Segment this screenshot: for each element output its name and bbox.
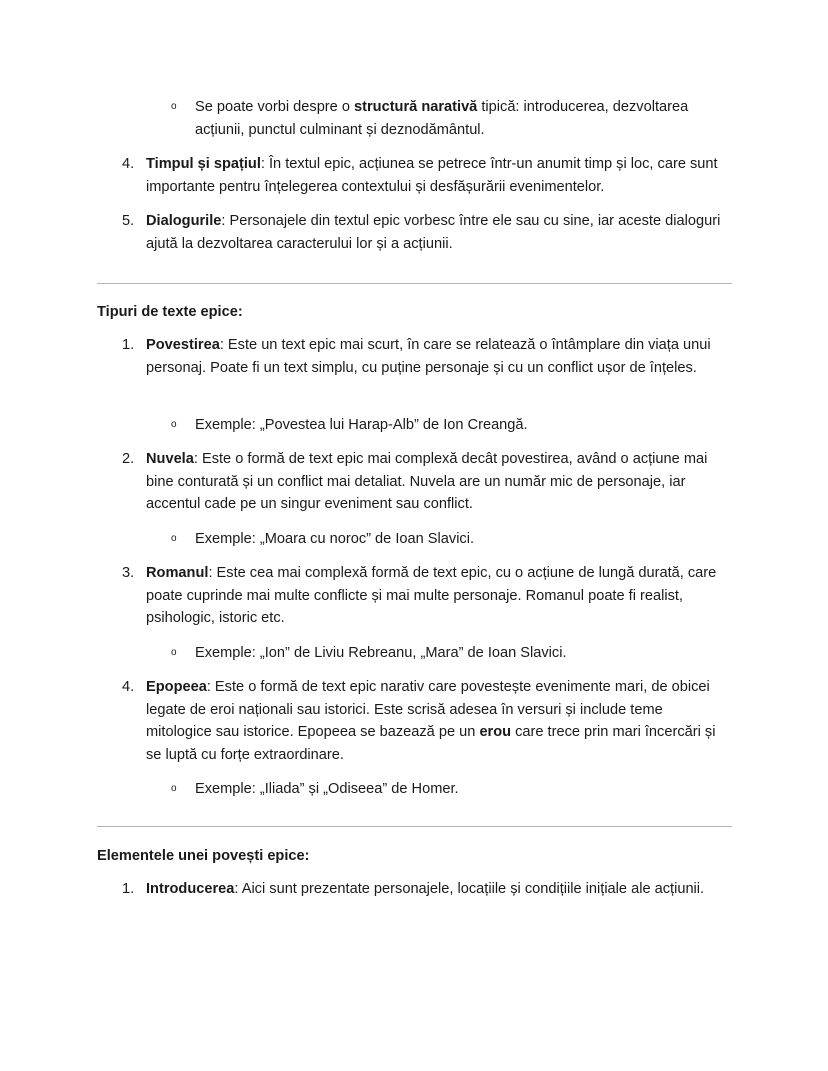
- example-text: Exemple: „Moara cu noroc” de Ioan Slavici.: [195, 531, 475, 547]
- list-item: [122, 448, 732, 516]
- list-item-text: Timpul și spațiul: În textul epic, acțiunea se petrece într-un anumit timp și loc, care sunt importante pentru înțelegerea contextului și desfășurării evenimentelor.: [146, 156, 718, 195]
- example-text: Exemple: „Povestea lui Harap-Alb” de Ion Creangă.: [195, 417, 528, 433]
- bullet-icon: o: [171, 533, 177, 544]
- list-number: 4.: [122, 679, 135, 695]
- list-item-text: Dialogurile: Personajele din textul epic vorbesc între ele sau cu sine, iar aceste dialoguri ajută la dezvoltarea caracterului lor și a acțiunii.: [146, 213, 721, 252]
- list-subitem: [171, 96, 731, 141]
- list-number: 4.: [122, 156, 135, 172]
- list-subitem: [171, 778, 731, 801]
- list-item: [122, 153, 732, 198]
- list-item: [122, 562, 732, 630]
- list-item: [122, 676, 732, 766]
- list-number: 5.: [122, 213, 135, 229]
- list-item: [122, 334, 732, 379]
- section-heading: Elementele unei povești epice:: [97, 848, 310, 864]
- bullet-icon: o: [171, 419, 177, 430]
- example-text: Exemple: „Iliada” și „Odiseea” de Homer.: [195, 781, 459, 797]
- horizontal-divider: [97, 283, 732, 284]
- section-heading: Tipuri de texte epice:: [97, 304, 243, 320]
- list-subitem: [171, 642, 731, 665]
- list-item: [122, 210, 732, 255]
- bullet-icon: o: [171, 783, 177, 794]
- list-item-text: Nuvela: Este o formă de text epic mai complexă decât povestirea, având o acțiune mai bine conturată și un conflict mai detaliat. Nuvela are un număr mic de personaje, iar accentul cade pe un singur eveniment sau conflict.: [146, 451, 708, 512]
- list-number: 1.: [122, 337, 135, 353]
- list-item-text: Epopeea: Este o formă de text epic narativ care povestește evenimente mari, de obicei legate de eroi naționali sau istorici. Este scrisă adesea în versuri și include teme mitologice sau istorice. Epopeea se bazează pe un erou care trece prin mari încercări și se luptă cu forțe extraordinare.: [146, 679, 716, 763]
- horizontal-divider: [97, 826, 732, 827]
- bullet-icon: o: [171, 101, 177, 112]
- list-subitem: [171, 528, 731, 551]
- list-item-text: Romanul: Este cea mai complexă formă de text epic, cu o acțiune de lungă durată, care poate cuprinde mai multe conflicte și mai multe personaje. Romanul poate fi realist, psihologic, istoric etc.: [146, 565, 717, 626]
- list-number: 3.: [122, 565, 135, 581]
- list-item-text: Povestirea: Este un text epic mai scurt, în care se relatează o întâmplare din viața unui personaj. Poate fi un text simplu, cu puține personaje și cu un conflict ușor de înțeles.: [146, 337, 711, 376]
- list-subitem-text: Se poate vorbi despre o structură narativă tipică: introducerea, dezvoltarea acțiunii, punctul culminant și deznodământul.: [195, 99, 689, 138]
- list-number: 2.: [122, 451, 135, 467]
- example-text: Exemple: „Ion” de Liviu Rebreanu, „Mara” de Ioan Slavici.: [195, 645, 567, 661]
- list-item-text: Introducerea: Aici sunt prezentate personajele, locațiile și condițiile inițiale ale acțiunii.: [146, 881, 705, 897]
- bullet-icon: o: [171, 647, 177, 658]
- list-item: [122, 878, 732, 901]
- list-subitem: [171, 414, 731, 437]
- list-number: 1.: [122, 881, 135, 897]
